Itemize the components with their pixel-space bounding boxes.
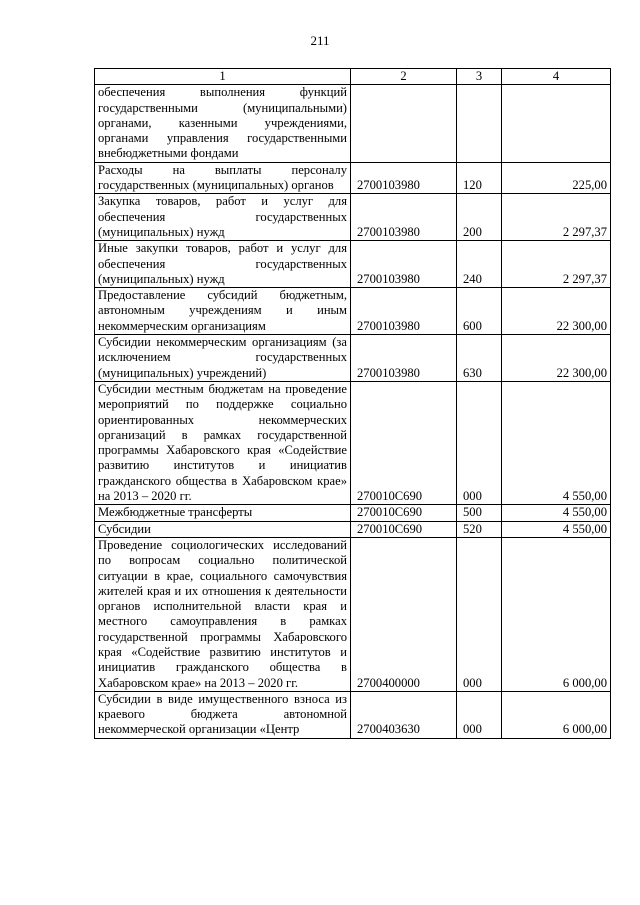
table-row bbox=[95, 241, 611, 288]
row-sum: 6 000,00 bbox=[502, 691, 611, 738]
row-name: Проведение социологических исследований по вопросам социально политической ситуации в крае, социального самочувствия жителей края и их отношения к деятельности органов исполнительной власти края и местного самоуправления в рамках государственной программы Хабаровского края «Содействие развитию институтов и инициатив гражданского общества в Хабаровском крае» на 2013 – 2020 гг. bbox=[95, 537, 351, 691]
row-sum: 2 297,37 bbox=[502, 241, 611, 288]
row-code bbox=[351, 85, 457, 162]
header-row bbox=[95, 69, 611, 85]
row-sum: 2 297,37 bbox=[502, 194, 611, 241]
header-cell-code: 2 bbox=[351, 69, 457, 85]
row-kind: 120 bbox=[457, 162, 502, 194]
row-sum: 22 300,00 bbox=[502, 335, 611, 382]
row-kind: 000 bbox=[457, 537, 502, 691]
row-name: Иные закупки товаров, работ и услуг для обеспечения государственных (муниципальных) нужд bbox=[95, 241, 351, 288]
row-code: 2700103980 bbox=[351, 194, 457, 241]
row-kind bbox=[457, 85, 502, 162]
table-row bbox=[95, 537, 611, 691]
row-code: 2700403630 bbox=[351, 691, 457, 738]
row-name: обеспечения выполнения функций государственными (муниципальными) органами, казенными учреждениями, органами управления государственными внебюджетными фондами bbox=[95, 85, 351, 162]
header-cell-kind: 3 bbox=[457, 69, 502, 85]
row-code: 270010С690 bbox=[351, 521, 457, 537]
row-name: Закупка товаров, работ и услуг для обеспечения государственных (муниципальных) нужд bbox=[95, 194, 351, 241]
table-row bbox=[95, 85, 611, 162]
budget-table bbox=[94, 68, 611, 739]
row-code: 2700103980 bbox=[351, 288, 457, 335]
row-code: 2700103980 bbox=[351, 162, 457, 194]
row-code: 2700103980 bbox=[351, 335, 457, 382]
row-sum: 4 550,00 bbox=[502, 521, 611, 537]
table-row bbox=[95, 162, 611, 194]
row-code: 270010С690 bbox=[351, 381, 457, 504]
row-code: 2700103980 bbox=[351, 241, 457, 288]
table-row bbox=[95, 288, 611, 335]
table-row bbox=[95, 335, 611, 382]
table-row bbox=[95, 521, 611, 537]
header-cell-name: 1 bbox=[95, 69, 351, 85]
row-name: Предоставление субсидий бюджетным, автономным учреждениям и иным некоммерческим организациям bbox=[95, 288, 351, 335]
row-kind: 240 bbox=[457, 241, 502, 288]
row-name: Субсидии в виде имущественного взноса из краевого бюджета автономной некоммерческой организации «Центр bbox=[95, 691, 351, 738]
row-sum: 22 300,00 bbox=[502, 288, 611, 335]
table-row bbox=[95, 691, 611, 738]
row-kind: 500 bbox=[457, 505, 502, 521]
row-name: Расходы на выплаты персоналу государственных (муниципальных) органов bbox=[95, 162, 351, 194]
row-kind: 000 bbox=[457, 691, 502, 738]
row-name: Субсидии bbox=[95, 521, 351, 537]
row-sum bbox=[502, 85, 611, 162]
row-kind: 630 bbox=[457, 335, 502, 382]
row-kind: 200 bbox=[457, 194, 502, 241]
row-code: 270010С690 bbox=[351, 505, 457, 521]
row-name: Субсидии местным бюджетам на проведение мероприятий по поддержке социально ориентированных некоммерческих организаций в рамках государственной программы Хабаровского края «Содействие развитию институтов и инициатив гражданского общества в Хабаровском крае» на 2013 – 2020 гг. bbox=[95, 381, 351, 504]
row-kind: 600 bbox=[457, 288, 502, 335]
table-row bbox=[95, 381, 611, 504]
row-kind: 520 bbox=[457, 521, 502, 537]
row-name: Субсидии некоммерческим организациям (за исключением государственных (муниципальных) учреждений) bbox=[95, 335, 351, 382]
row-name: Межбюджетные трансферты bbox=[95, 505, 351, 521]
row-sum: 6 000,00 bbox=[502, 537, 611, 691]
header-cell-sum: 4 bbox=[502, 69, 611, 85]
table-row bbox=[95, 505, 611, 521]
row-sum: 4 550,00 bbox=[502, 381, 611, 504]
row-kind: 000 bbox=[457, 381, 502, 504]
row-code: 2700400000 bbox=[351, 537, 457, 691]
row-sum: 225,00 bbox=[502, 162, 611, 194]
row-sum: 4 550,00 bbox=[502, 505, 611, 521]
page-number: 211 bbox=[310, 33, 330, 48]
table-row bbox=[95, 194, 611, 241]
